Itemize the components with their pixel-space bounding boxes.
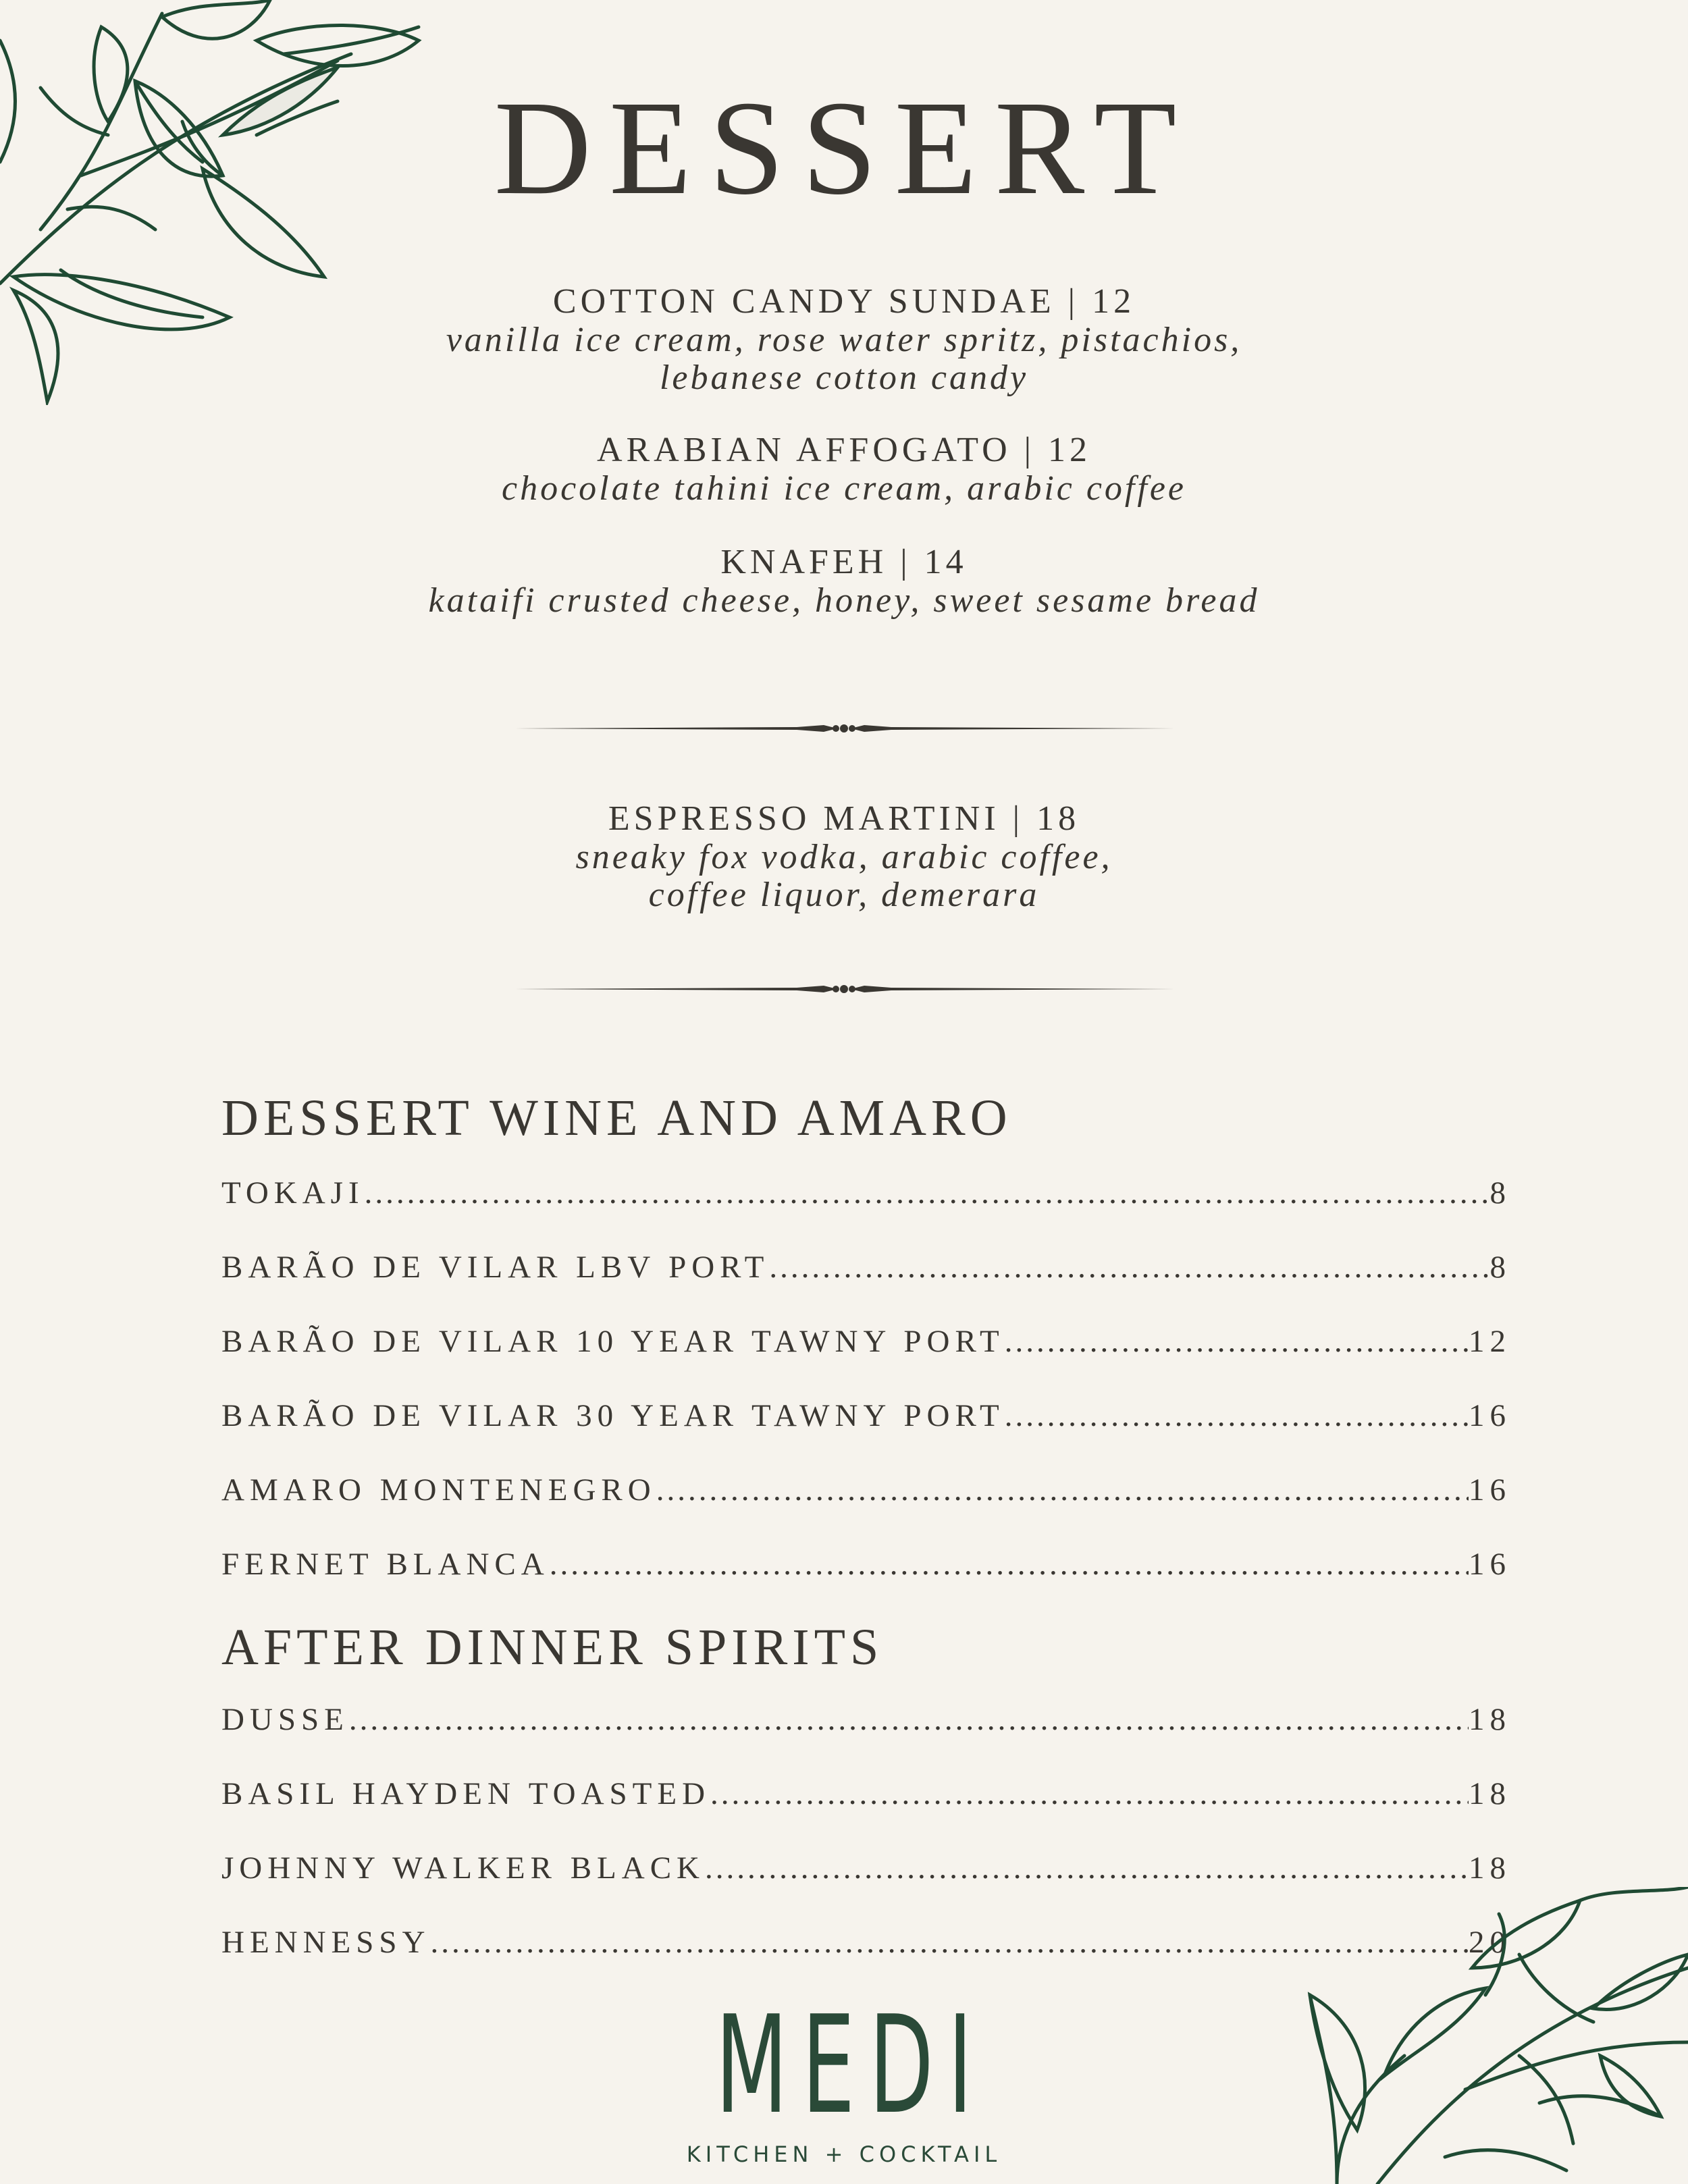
item-price: 8: [1489, 1250, 1511, 1285]
dessert-name: COTTON CANDY SUNDAE | 12: [552, 282, 1136, 321]
logo-tagline: KITCHEN + COCKTAIL: [686, 2141, 1002, 2167]
dot-leader: [349, 1701, 1469, 1738]
item-name: BASIL HAYDEN TOASTED: [221, 1776, 711, 1811]
menu-row: [221, 1323, 1511, 1364]
menu-row: [221, 1850, 1511, 1890]
item-price: 16: [1469, 1472, 1511, 1508]
item-price: 18: [1469, 1850, 1511, 1886]
dot-leader: [365, 1175, 1490, 1211]
dessert-item: [0, 431, 1688, 508]
menu-row: [221, 1776, 1511, 1816]
cocktail-description: sneaky fox vodka, arabic coffee,: [575, 838, 1113, 876]
leaf-illustration-bottom-right: [1296, 1887, 1688, 2184]
dot-leader: [1005, 1323, 1469, 1360]
dot-leader: [769, 1249, 1489, 1285]
cocktail-name: ESPRESSO MARTINI | 18: [608, 799, 1080, 838]
item-name: JOHNNY WALKER BLACK: [221, 1850, 705, 1886]
section-heading-spirits: AFTER DINNER SPIRITS: [221, 1619, 884, 1676]
dessert-item: [0, 543, 1688, 620]
dot-leader: [710, 1776, 1469, 1812]
dessert-description: chocolate tahini ice cream, arabic coffee: [501, 469, 1186, 508]
dessert-description: kataifi crusted cheese, honey, sweet sesame bread: [428, 581, 1260, 620]
ornamental-divider: [513, 718, 1175, 739]
cocktail-item: [0, 799, 1688, 914]
dessert-description: vanilla ice cream, rose water spritz, pistachios,: [446, 321, 1242, 359]
logo-wordmark: MEDI: [715, 1987, 987, 2144]
item-price: 12: [1469, 1324, 1511, 1359]
item-name: BARÃO DE VILAR 10 YEAR TAWNY PORT: [221, 1324, 1005, 1359]
item-price: 20: [1469, 1925, 1511, 1960]
dessert-item: [0, 282, 1688, 397]
item-name: BARÃO DE VILAR LBV PORT: [221, 1250, 770, 1285]
menu-row: [221, 1175, 1511, 1215]
menu-row: [221, 1249, 1511, 1289]
menu-row: [221, 1701, 1511, 1742]
dot-leader: [1005, 1397, 1469, 1434]
menu-row: [221, 1546, 1511, 1587]
menu-row: [221, 1397, 1511, 1438]
item-name: AMARO MONTENEGRO: [221, 1472, 656, 1508]
item-price: 18: [1469, 1702, 1511, 1737]
item-price: 16: [1469, 1398, 1511, 1433]
item-price: 8: [1489, 1175, 1511, 1210]
item-price: 16: [1469, 1547, 1511, 1582]
item-name: FERNET BLANCA: [221, 1547, 550, 1582]
item-name: DUSSE: [221, 1702, 349, 1737]
cocktail-description: coffee liquor, demerara: [648, 876, 1040, 914]
dessert-name: KNAFEH | 14: [720, 543, 968, 581]
dot-leader: [550, 1546, 1469, 1582]
dessert-name: ARABIAN AFFOGATO | 12: [596, 431, 1092, 469]
item-name: TOKAJI: [221, 1175, 365, 1210]
dot-leader: [705, 1850, 1469, 1886]
item-name: BARÃO DE VILAR 30 YEAR TAWNY PORT: [221, 1398, 1005, 1433]
menu-title: DESSERT: [494, 74, 1194, 223]
ornamental-divider: [513, 979, 1175, 999]
menu-row: [221, 1472, 1511, 1512]
section-heading-wine: DESSERT WINE AND AMARO: [221, 1090, 1012, 1146]
dot-leader: [656, 1472, 1469, 1508]
dessert-description: lebanese cotton candy: [659, 358, 1029, 397]
item-price: 18: [1469, 1776, 1511, 1811]
item-name: HENNESSY: [221, 1925, 431, 1960]
